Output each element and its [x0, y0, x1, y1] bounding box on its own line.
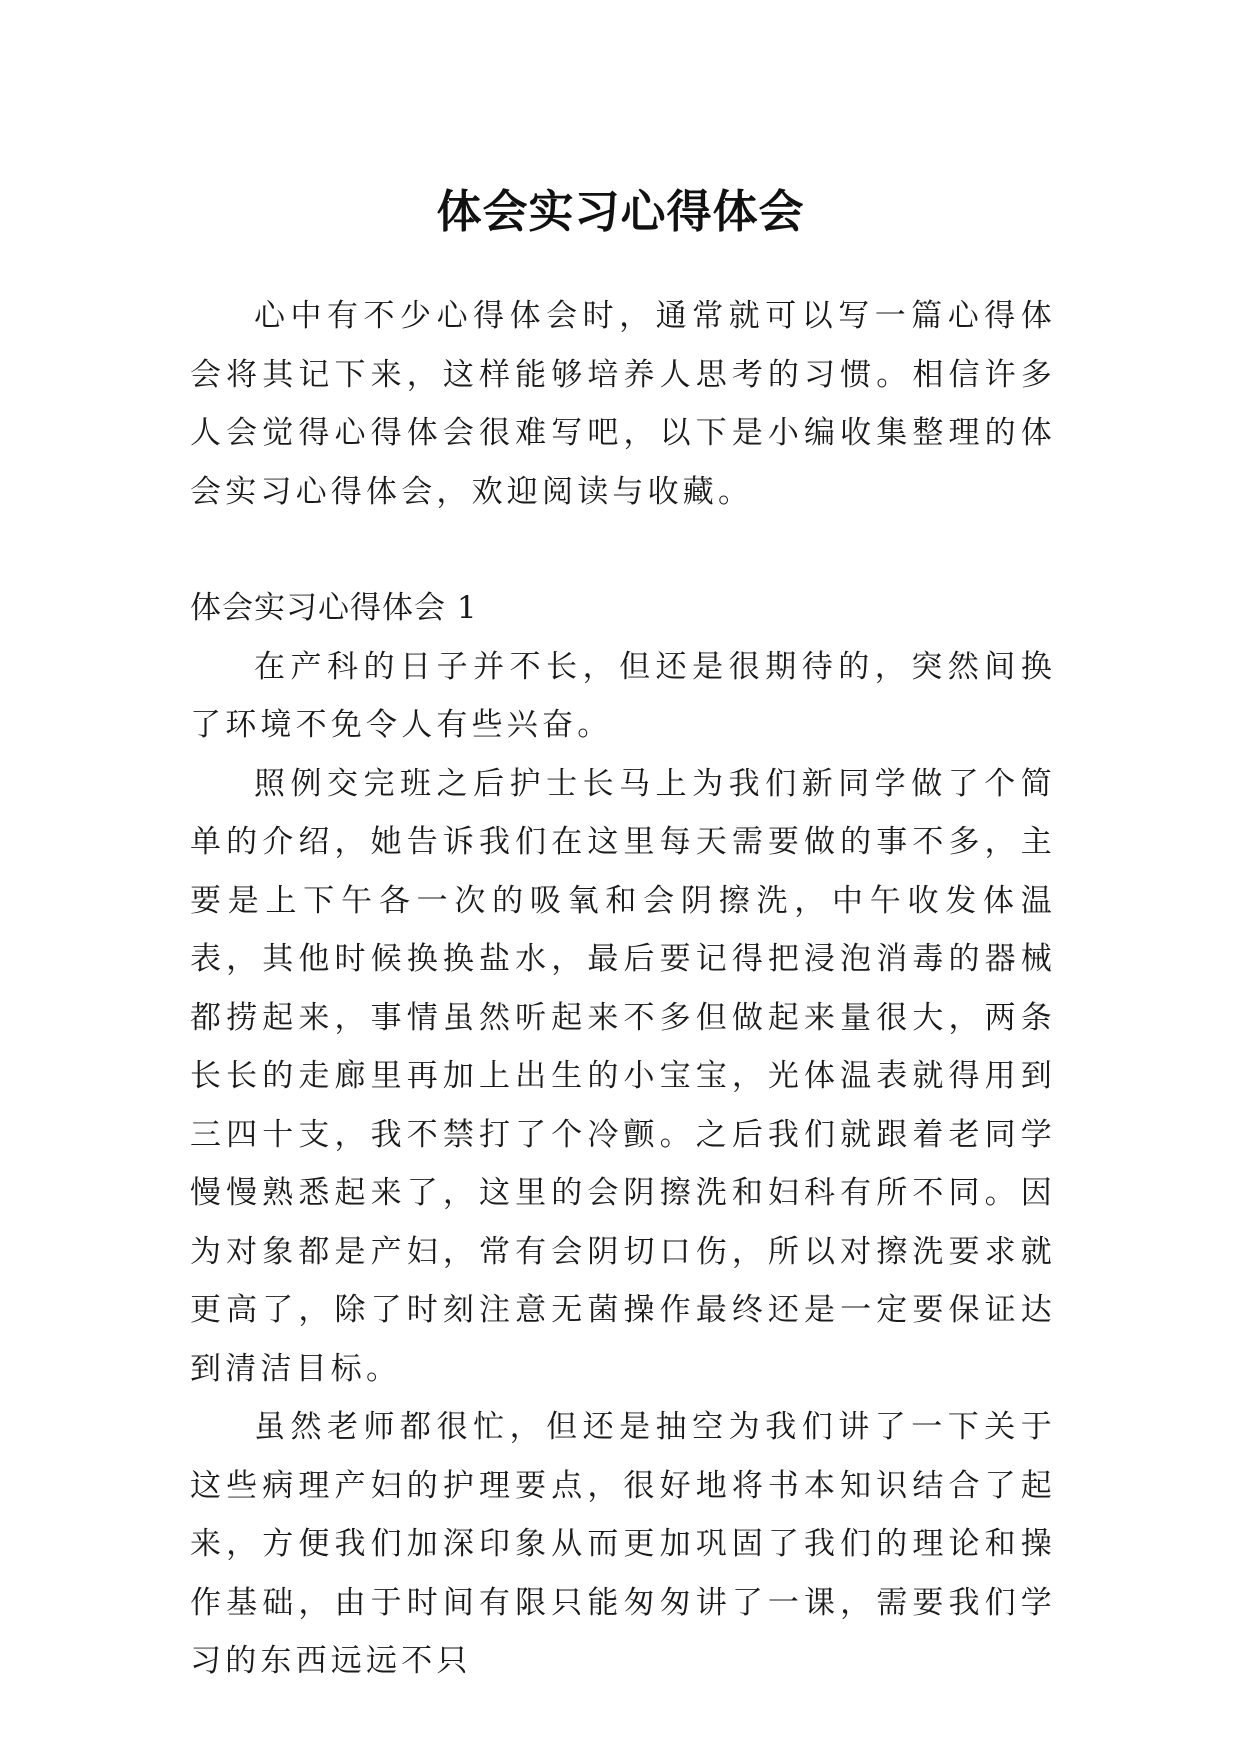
body-paragraph-1: 在产科的日子并不长，但还是很期待的，突然间换了环境不免令人有些兴奋。	[190, 648, 1056, 743]
document-body	[190, 287, 1056, 1691]
document-title: 体会实习心得体会	[436, 185, 805, 239]
body-paragraph-3: 虽然老师都很忙，但还是抽空为我们讲了一下关于这些病理产妇的护理要点，很好地将书本知识结合了起来，方便我们加深印象从而更加巩固了我们的理论和操作基础，由于时间有限只能匆匆讲了一课，需要我们学习的东西远远不只	[190, 1409, 1056, 1679]
intro-paragraph: 心中有不少心得体会时，通常就可以写一篇心得体会将其记下来，这样能够培养人思考的习惯。相信许多人会觉得心得体会很难写吧，以下是小编收集整理的体会实习心得体会，欢迎阅读与收藏。	[190, 298, 1056, 510]
section-heading: 体会实习心得体会 1	[190, 590, 478, 626]
body-paragraph-2: 照例交完班之后护士长马上为我们新同学做了个简单的介绍，她告诉我们在这里每天需要做的事不多，主要是上下午各一次的吸氧和会阴擦洗，中午收发体温表，其他时候换换盐水，最后要记得把浸泡消毒的器械都捞起来，事情虽然听起来不多但做起来量很大，两条长长的走廊里再加上出生的小宝宝，光体温表就得用到三四十支，我不禁打了个冷颤。之后我们就跟着老同学慢慢熟悉起来了，这里的会阴擦洗和妇科有所不同。因为对象都是产妇，常有会阴切口伤，所以对擦洗要求就更高了，除了时刻注意无菌操作最终还是一定要保证达到清洁目标。	[190, 765, 1056, 1387]
